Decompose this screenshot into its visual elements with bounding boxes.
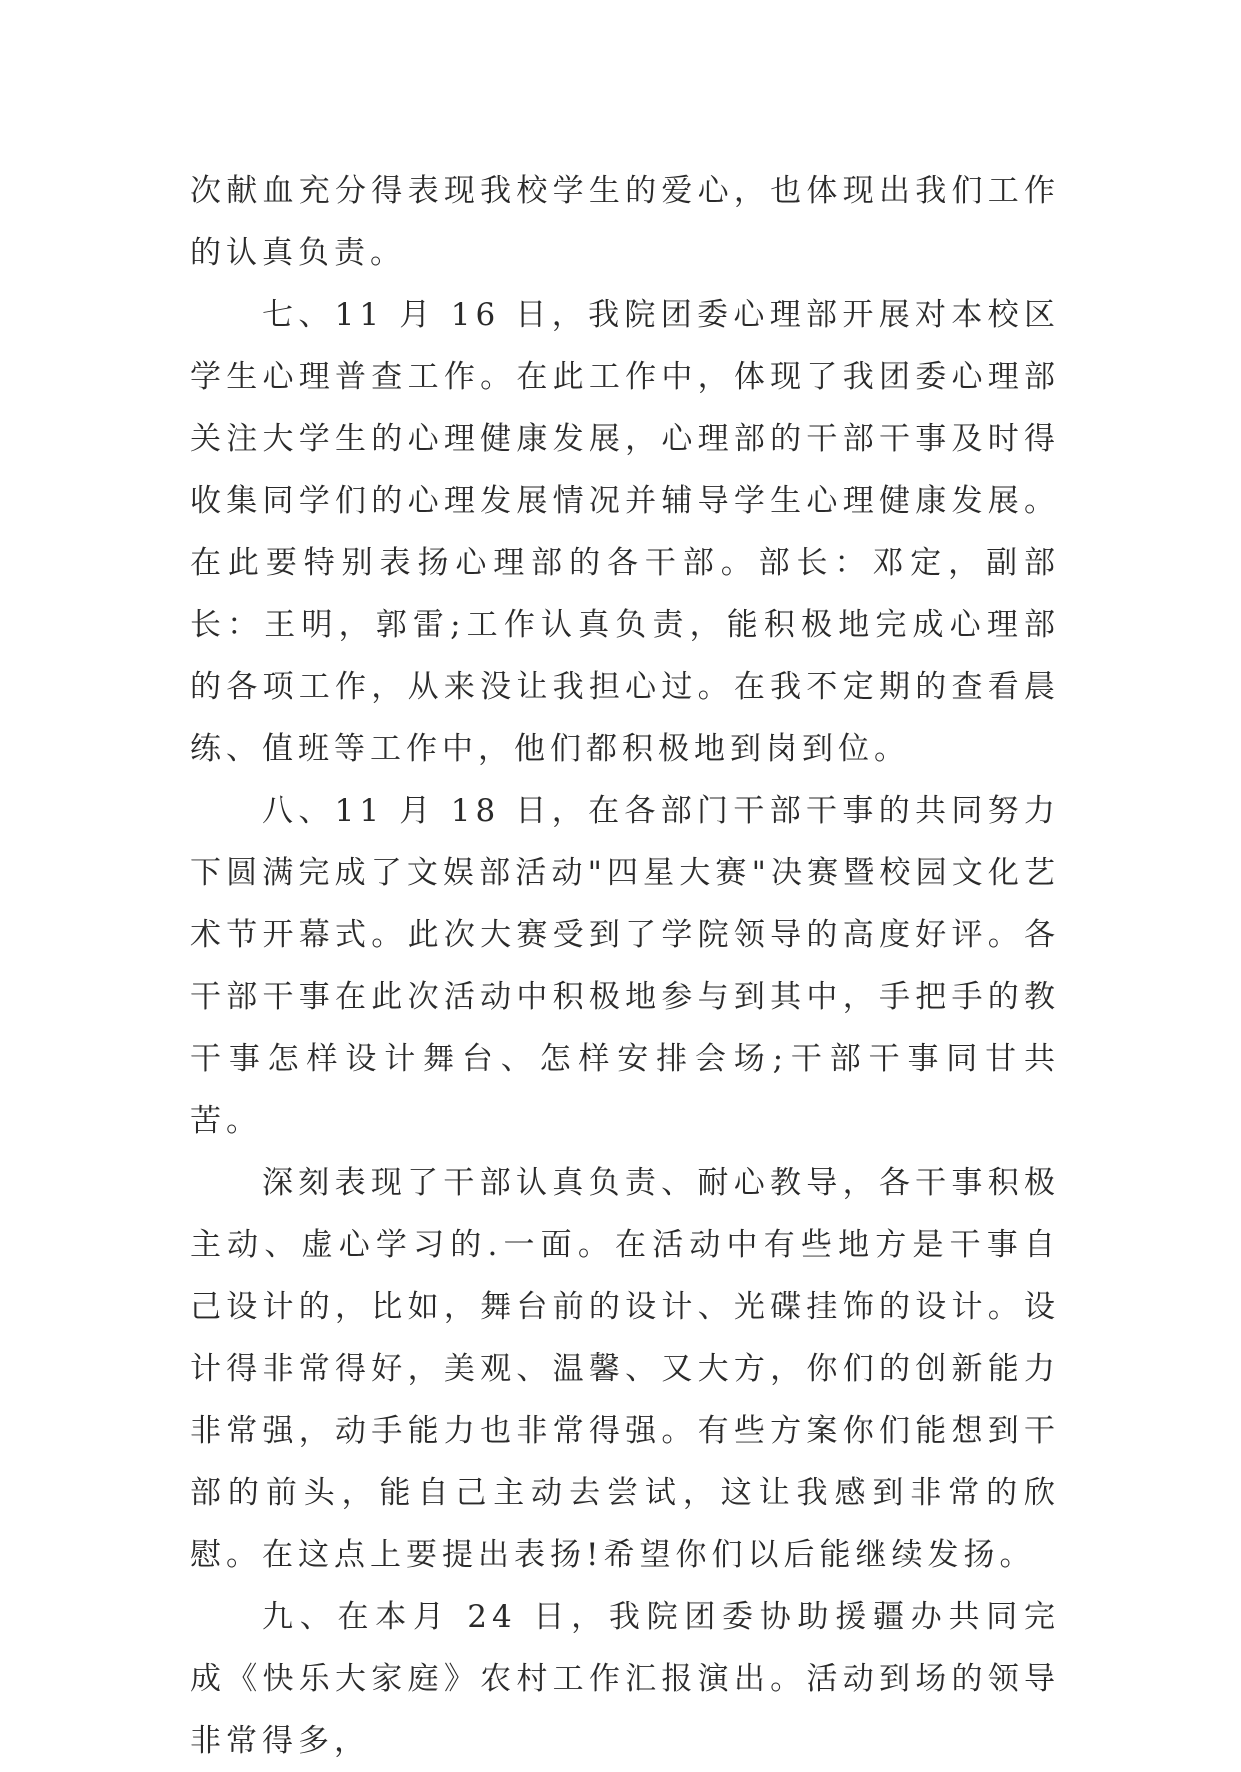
paragraph-item-8: 八、11 月 18 日，在各部门干部干事的共同努力下圆满完成了文娱部活动"四星大赛"决赛暨校园文化艺术节开幕式。此次大赛受到了学院领导的高度好评。各干部干事在此次活动中积极地参与到其中，手把手的教干事怎样设计舞台、怎样安排会场;干部干事同甘共苦。 xyxy=(190,793,1060,1139)
paragraph-praise: 深刻表现了干部认真负责、耐心教导，各干事积极主动、虚心学习的.一面。在活动中有些地方是干事自己设计的，比如，舞台前的设计、光碟挂饰的设计。设计得非常得好，美观、温馨、又大方，你们的创新能力非常强，动手能力也非常得强。有些方案你们能想到干部的前头，能自己主动去尝试，这让我感到非常的欣慰。在这点上要提出表扬!希望你们以后能继续发扬。 xyxy=(190,1165,1060,1573)
paragraph-item-9: 九、在本月 24 日，我院团委协助援疆办共同完成《快乐大家庭》农村工作汇报演出。活动到场的领导非常得多， xyxy=(190,1599,1060,1759)
paragraph-item-7: 七、11 月 16 日，我院团委心理部开展对本校区学生心理普查工作。在此工作中，体现了我团委心理部关注大学生的心理健康发展，心理部的干部干事及时得收集同学们的心理发展情况并辅导学生心理健康发展。在此要特别表扬心理部的各干部。部长：邓定，副部长：王明，郭雷;工作认真负责，能积极地完成心理部的各项工作，从来没让我担心过。在我不定期的查看晨练、值班等工作中，他们都积极地到岗到位。 xyxy=(190,297,1060,767)
document-body xyxy=(190,160,1060,1772)
paragraph-continuation: 次献血充分得表现我校学生的爱心，也体现出我们工作的认真负责。 xyxy=(190,173,1060,271)
